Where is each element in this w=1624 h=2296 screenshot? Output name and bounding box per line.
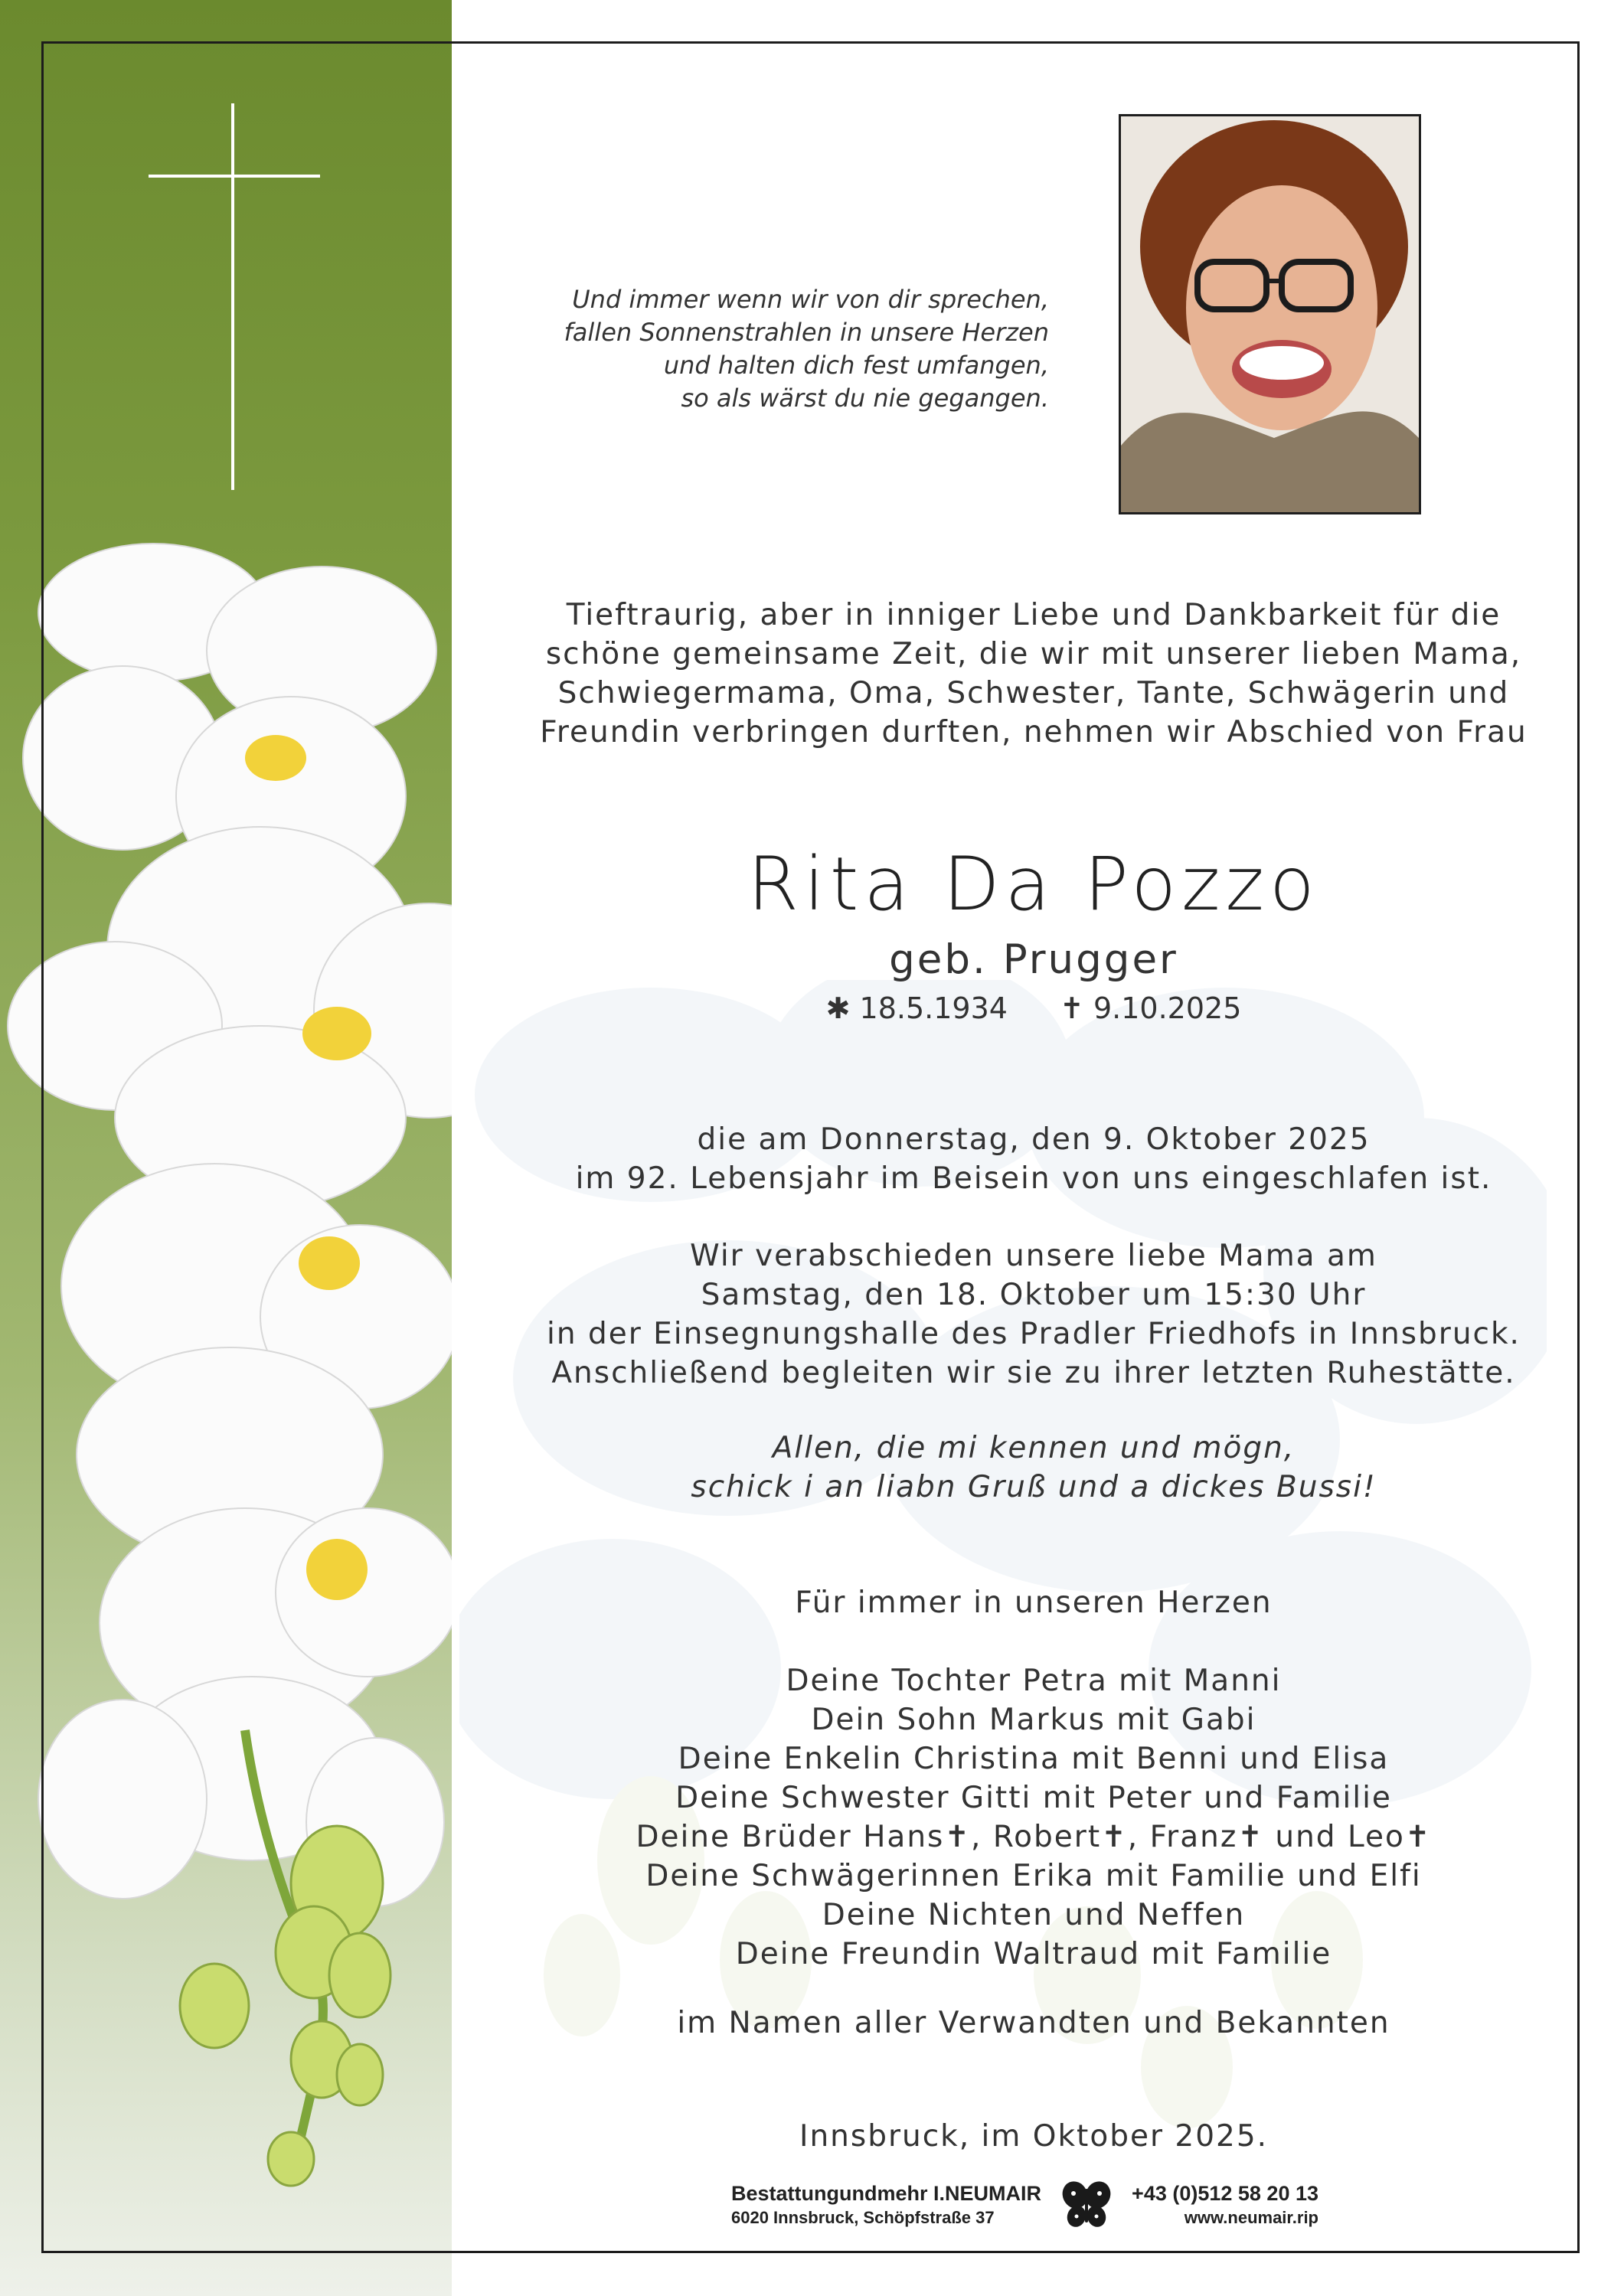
intro-line: Tieftraurig, aber in inniger Liebe und Dankbarkeit für die	[566, 598, 1501, 632]
butterfly-icon	[1060, 2178, 1113, 2232]
cross-icon	[231, 103, 234, 490]
death-date: ✝ 9.10.2025	[1060, 991, 1242, 1025]
company-address: 6020 Innsbruck, Schöpfstraße 37	[731, 2208, 995, 2227]
portrait-photo	[1119, 114, 1421, 514]
birth-date: ✱ 18.5.1934	[825, 991, 1008, 1025]
intro-text	[490, 596, 1577, 752]
mourner-line: Deine Schwägerinnen Erika mit Familie und Elfi	[645, 1859, 1422, 1893]
closing-line: im Namen aller Verwandten und Bekannten	[677, 2006, 1390, 2040]
mourner-line: Deine Enkelin Christina mit Benni und Elisa	[678, 1742, 1390, 1776]
life-dates	[490, 989, 1577, 1027]
footer-contact-block	[1119, 2180, 1318, 2229]
cross-icon-bar	[149, 175, 320, 178]
company-phone: +43 (0)512 58 20 13	[1132, 2182, 1318, 2205]
dialect-line: Allen, die mi kennen und mögn,	[772, 1431, 1296, 1465]
intro-line: Freundin verbringen durften, nehmen wir Abschied von Frau	[540, 715, 1528, 750]
mourner-line: Deine Freundin Waltraud mit Familie	[735, 1937, 1332, 1971]
birth-star-icon: ✱	[825, 991, 851, 1025]
mourner-line: Deine Brüder Hans✝, Robert✝, Franz✝ und Leo✝	[636, 1820, 1432, 1854]
mourner-line: Dein Sohn Markus mit Gabi	[811, 1703, 1256, 1737]
company-website[interactable]: www.neumair.rip	[1184, 2208, 1318, 2227]
quote-line: so als wärst du nie gegangen.	[681, 384, 1049, 413]
intro-line: Schwiegermama, Oma, Schwester, Tante, Schwägerin und	[557, 676, 1510, 710]
quote-line: fallen Sonnenstrahlen in unsere Herzen	[564, 318, 1049, 347]
death-cross-icon: ✝	[1060, 991, 1084, 1025]
farewell-line: Anschließend begleiten wir sie zu ihrer letzten Ruhestätte.	[551, 1356, 1516, 1390]
passing-line: im 92. Lebensjahr im Beisein von uns eingeschlafen ist.	[575, 1161, 1492, 1196]
quote-line: und halten dich fest umfangen,	[663, 351, 1049, 380]
farewell-line: in der Einsegnungshalle des Pradler Friedhofs in Innsbruck.	[547, 1317, 1521, 1351]
maiden-name: geb. Prugger	[889, 936, 1178, 983]
mourner-line: Deine Schwester Gitti mit Peter und Familie	[675, 1781, 1392, 1815]
mourner-line: Deine Nichten und Neffen	[822, 1898, 1246, 1932]
farewell-line: Samstag, den 18. Oktober um 15:30 Uhr	[701, 1278, 1367, 1312]
deceased-name: Rita Da Pozzo	[747, 841, 1320, 927]
dialect-quote	[490, 1429, 1577, 1507]
dialect-line: schick i an liabn Gruß und a dickes Bussi!	[691, 1470, 1377, 1504]
mourners-list	[490, 1661, 1577, 1974]
mourner-line: Deine Tochter Petra mit Manni	[786, 1664, 1282, 1698]
memorial-quote	[490, 283, 1049, 415]
intro-line: schöne gemeinsame Zeit, die wir mit unserer lieben Mama,	[545, 637, 1522, 671]
quote-line: Und immer wenn wir von dir sprechen,	[572, 285, 1049, 314]
footer-company-block	[731, 2180, 1053, 2229]
heart-line: Für immer in unseren Herzen	[795, 1586, 1273, 1620]
passing-text	[490, 1120, 1577, 1198]
passing-line: die am Donnerstag, den 9. Oktober 2025	[697, 1122, 1371, 1157]
farewell-line: Wir verabschieden unsere liebe Mama am	[690, 1239, 1377, 1273]
company-name: Bestattungundmehr I.NEUMAIR	[731, 2182, 1041, 2205]
farewell-text	[490, 1236, 1577, 1393]
place-date: Innsbruck, im Oktober 2025.	[799, 2119, 1269, 2154]
